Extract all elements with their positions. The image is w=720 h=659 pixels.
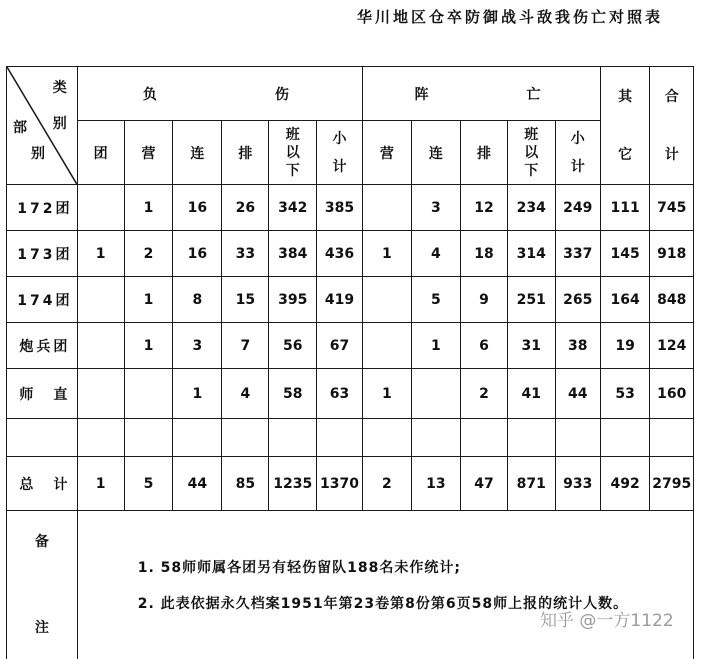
cell-w-ying: 1 <box>124 277 173 323</box>
wounded-group-header <box>77 67 362 121</box>
wounded-ban-header <box>269 121 317 185</box>
note-item: 1. 58师师属各团另有轻伤留队188名未作统计; <box>138 557 693 577</box>
total-header <box>650 67 694 185</box>
killed-header-char1: 阵 <box>414 84 436 104</box>
table-row <box>7 231 720 277</box>
cell-k-subtotal: 44 <box>555 369 601 419</box>
cell-k-ban: 234 <box>508 185 555 231</box>
right-edge-cell <box>694 67 720 659</box>
cell-w-tuan <box>77 419 124 457</box>
cell-w-lian: 1 <box>173 369 222 419</box>
corner-label-bu: 部 <box>13 117 27 137</box>
other-header <box>601 67 650 185</box>
table-row <box>7 419 720 457</box>
killed-subtotal-header <box>555 121 601 185</box>
wounded-ban-line2: 以 <box>269 144 316 162</box>
cell-k-ying <box>362 419 411 457</box>
table-row <box>7 323 720 369</box>
killed-group-header <box>362 67 600 121</box>
cell-w-subtotal: 63 <box>317 369 363 419</box>
corner-label-bie2: 别 <box>31 143 45 163</box>
cell-w-ying: 1 <box>124 323 173 369</box>
cell-total: 918 <box>650 231 694 277</box>
wounded-header-char2: 伤 <box>275 84 297 104</box>
page-title: 华川地区仓卒防御战斗敌我伤亡对照表 <box>300 6 720 27</box>
killed-lian-header: 连 <box>411 121 460 185</box>
wounded-ban-line1: 班 <box>269 126 316 144</box>
cell-w-ban: 395 <box>269 277 317 323</box>
cell-w-ban: 56 <box>269 323 317 369</box>
cell-w-tuan <box>77 369 124 419</box>
row-label: 总 计 <box>7 457 78 511</box>
killed-ban-header <box>508 121 555 185</box>
row-label <box>7 419 78 457</box>
wounded-ban-line3: 下 <box>269 162 316 180</box>
cell-k-subtotal: 38 <box>555 323 601 369</box>
killed-ban-line1: 班 <box>508 126 554 144</box>
killed-header-char2: 亡 <box>526 84 548 104</box>
cell-k-lian: 13 <box>411 457 460 511</box>
cell-k-ying: 2 <box>362 457 411 511</box>
cell-k-pai: 2 <box>460 369 507 419</box>
cell-k-lian <box>411 419 460 457</box>
cell-w-pai: 4 <box>222 369 269 419</box>
cell-k-ying: 1 <box>362 369 411 419</box>
cell-other: 111 <box>601 185 650 231</box>
cell-w-ban <box>269 419 317 457</box>
total-header-char1: 合 <box>650 88 693 106</box>
cell-w-lian: 8 <box>173 277 222 323</box>
row-label: 炮兵团 <box>7 323 78 369</box>
cell-k-ban: 41 <box>508 369 555 419</box>
cell-k-lian: 5 <box>411 277 460 323</box>
table-row <box>7 185 720 231</box>
row-label: 173团 <box>7 231 78 277</box>
cell-w-tuan: 1 <box>77 231 124 277</box>
cell-w-subtotal <box>317 419 363 457</box>
cell-k-lian: 1 <box>411 323 460 369</box>
cell-total: 124 <box>650 323 694 369</box>
killed-subtotal-line2: 计 <box>556 158 601 176</box>
cell-k-subtotal <box>555 419 601 457</box>
cell-k-ying <box>362 323 411 369</box>
cell-w-pai: 33 <box>222 231 269 277</box>
row-label: 师 直 <box>7 369 78 419</box>
cell-k-lian: 4 <box>411 231 460 277</box>
cell-k-ban: 871 <box>508 457 555 511</box>
row-label: 174团 <box>7 277 78 323</box>
cell-other <box>601 419 650 457</box>
cell-w-subtotal: 385 <box>317 185 363 231</box>
killed-pai-header: 排 <box>460 121 507 185</box>
corner-label-bie1: 别 <box>53 113 67 133</box>
notes-label-cell <box>7 511 78 659</box>
cell-other: 164 <box>601 277 650 323</box>
cell-w-pai: 26 <box>222 185 269 231</box>
notes-label-bottom: 注 <box>7 610 77 646</box>
cell-w-tuan <box>77 323 124 369</box>
cell-total: 848 <box>650 277 694 323</box>
cell-k-subtotal: 337 <box>555 231 601 277</box>
cell-k-lian: 3 <box>411 185 460 231</box>
cell-w-subtotal: 67 <box>317 323 363 369</box>
cell-w-pai: 7 <box>222 323 269 369</box>
cell-w-ban: 1235 <box>269 457 317 511</box>
watermark: 知乎 @一方1122 <box>540 606 674 631</box>
cell-w-lian: 16 <box>173 185 222 231</box>
cell-k-ying <box>362 277 411 323</box>
cell-w-tuan: 1 <box>77 457 124 511</box>
corner-label-lei: 类 <box>53 77 67 97</box>
notes-row <box>7 511 720 659</box>
cell-w-ying: 5 <box>124 457 173 511</box>
total-header-char2: 计 <box>650 146 693 164</box>
cell-w-ban: 384 <box>269 231 317 277</box>
cell-w-ying <box>124 369 173 419</box>
wounded-subtotal-line2: 计 <box>317 158 362 176</box>
wounded-header-char1: 负 <box>143 84 165 104</box>
cell-w-lian: 16 <box>173 231 222 277</box>
cell-w-subtotal: 419 <box>317 277 363 323</box>
note-item: 2. 此表依据永久档案1951年第23卷第8份第6页58师上报的统计人数。 <box>138 593 693 613</box>
cell-k-pai: 6 <box>460 323 507 369</box>
cell-k-subtotal: 933 <box>555 457 601 511</box>
cell-k-subtotal: 265 <box>555 277 601 323</box>
cell-w-subtotal: 1370 <box>317 457 363 511</box>
casualty-table <box>6 66 720 659</box>
cell-k-pai: 9 <box>460 277 507 323</box>
other-header-char1: 其 <box>601 88 649 106</box>
cell-k-lian <box>411 369 460 419</box>
wounded-pai-header: 排 <box>222 121 269 185</box>
cell-k-pai: 47 <box>460 457 507 511</box>
notes-label-top: 备 <box>7 524 77 560</box>
cell-k-ban <box>508 419 555 457</box>
cell-k-ban: 31 <box>508 323 555 369</box>
cell-w-pai: 15 <box>222 277 269 323</box>
cell-other: 492 <box>601 457 650 511</box>
cell-k-ying <box>362 185 411 231</box>
cell-w-tuan <box>77 185 124 231</box>
cell-other: 53 <box>601 369 650 419</box>
cell-total: 160 <box>650 369 694 419</box>
cell-w-ban: 58 <box>269 369 317 419</box>
cell-other: 145 <box>601 231 650 277</box>
cell-k-pai: 12 <box>460 185 507 231</box>
wounded-subtotal-line1: 小 <box>317 130 362 148</box>
cell-k-ban: 314 <box>508 231 555 277</box>
cell-other: 19 <box>601 323 650 369</box>
cell-k-subtotal: 249 <box>555 185 601 231</box>
killed-ying-header: 营 <box>362 121 411 185</box>
cell-total <box>650 419 694 457</box>
notes-content <box>77 511 693 659</box>
wounded-subtotal-header <box>317 121 363 185</box>
other-header-char2: 它 <box>601 146 649 164</box>
cell-w-subtotal: 436 <box>317 231 363 277</box>
cell-w-lian <box>173 419 222 457</box>
killed-ban-line3: 下 <box>508 162 554 180</box>
cell-w-ying: 1 <box>124 185 173 231</box>
wounded-tuan-header: 团 <box>77 121 124 185</box>
table-row <box>7 369 720 419</box>
cell-w-ban: 342 <box>269 185 317 231</box>
cell-w-pai <box>222 419 269 457</box>
cell-total: 2795 <box>650 457 694 511</box>
wounded-ying-header: 营 <box>124 121 173 185</box>
corner-header-cell <box>7 67 78 185</box>
table-row <box>7 277 720 323</box>
cell-w-lian: 3 <box>173 323 222 369</box>
cell-total: 745 <box>650 185 694 231</box>
killed-subtotal-line1: 小 <box>556 130 601 148</box>
cell-k-ying: 1 <box>362 231 411 277</box>
cell-k-ban: 251 <box>508 277 555 323</box>
row-label: 172团 <box>7 185 78 231</box>
cell-k-pai <box>460 419 507 457</box>
cell-w-lian: 44 <box>173 457 222 511</box>
cell-w-ying: 2 <box>124 231 173 277</box>
table-row-total <box>7 457 720 511</box>
cell-w-ying <box>124 419 173 457</box>
cell-w-tuan <box>77 277 124 323</box>
cell-w-pai: 85 <box>222 457 269 511</box>
cell-k-pai: 18 <box>460 231 507 277</box>
killed-ban-line2: 以 <box>508 144 554 162</box>
wounded-lian-header: 连 <box>173 121 222 185</box>
